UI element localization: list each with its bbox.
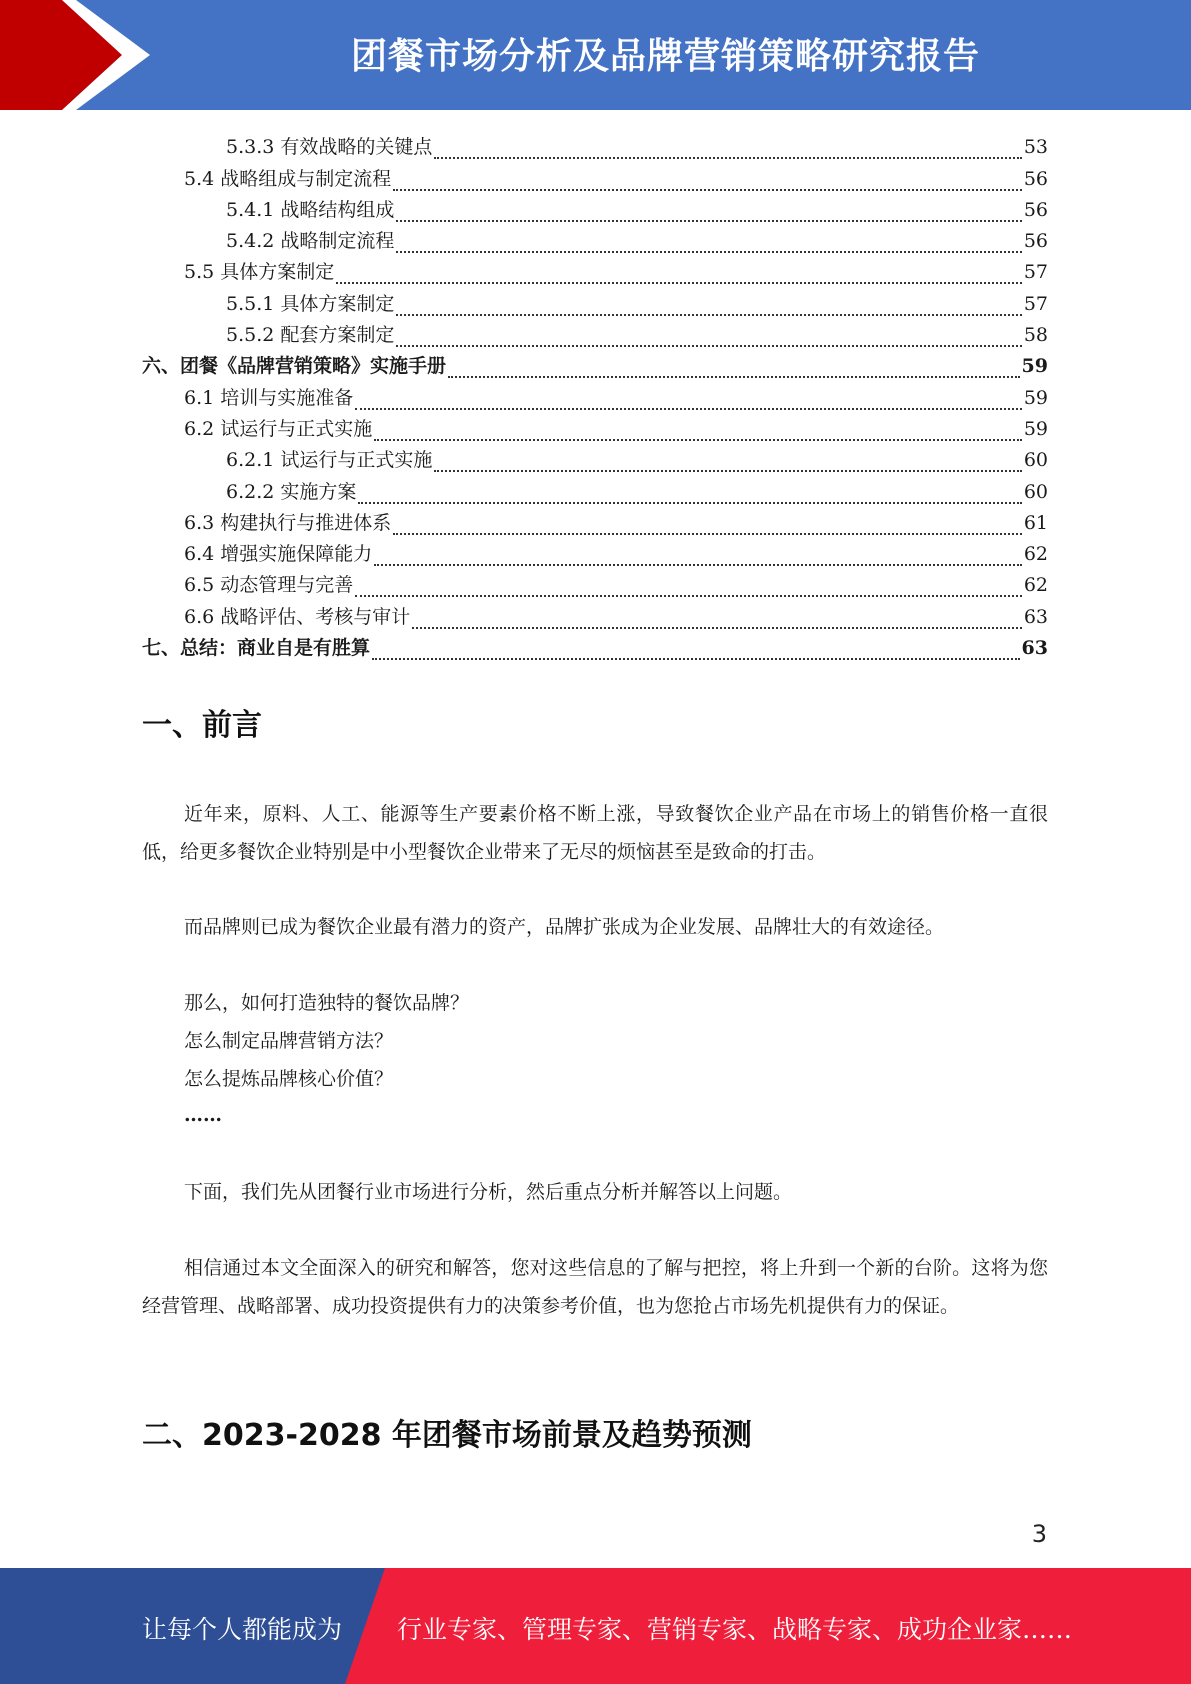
preface-paragraph-3: 下面，我们先从团餐行业市场进行分析，然后重点分析并解答以上问题。 xyxy=(184,1181,793,1203)
toc-entry-page: 59 xyxy=(1023,417,1048,440)
preface-question-3: 怎么提炼品牌核心价值？ xyxy=(184,1068,394,1090)
page-number: 3 xyxy=(1031,1520,1047,1548)
toc-entry-label: 6.4 增强实施保障能力 xyxy=(184,543,373,566)
toc-dot-leader xyxy=(393,172,1022,191)
toc-entry-label: 5.5.2 配套方案制定 xyxy=(226,324,395,347)
toc-entry[interactable] xyxy=(142,629,1048,660)
toc-entry[interactable] xyxy=(142,441,1048,472)
toc-dot-leader xyxy=(396,328,1021,347)
toc-entry-label: 6.2.2 实施方案 xyxy=(226,480,357,503)
footer-slogan-right: 行业专家、管理专家、营销专家、战略专家、成功企业家…… xyxy=(397,1615,1073,1644)
toc-entry[interactable] xyxy=(142,535,1048,566)
toc-entry-label: 六、团餐《品牌营销策略》实施手册 xyxy=(142,355,447,378)
toc-entry-label: 5.3.3 有效战略的关键点 xyxy=(226,136,433,159)
toc-entry-page: 57 xyxy=(1023,292,1048,315)
toc-entry[interactable] xyxy=(142,316,1048,347)
toc-entry-page: 63 xyxy=(1023,605,1048,628)
page-footer xyxy=(0,1568,1191,1684)
header-arrow-decoration xyxy=(0,0,200,110)
table-of-contents xyxy=(142,128,1048,660)
toc-entry-page: 56 xyxy=(1023,198,1048,221)
section-heading-forecast: 二、2023-2028 年团餐市场前景及趋势预测 xyxy=(142,1418,752,1453)
toc-entry-label: 6.2 试运行与正式实施 xyxy=(184,417,373,440)
toc-dot-leader xyxy=(434,140,1021,159)
toc-entry[interactable] xyxy=(142,347,1048,378)
preface-ellipsis: …… xyxy=(184,1104,222,1126)
toc-entry-label: 6.5 动态管理与完善 xyxy=(184,574,354,597)
toc-entry[interactable] xyxy=(142,410,1048,441)
toc-entry-label: 6.1 培训与实施准备 xyxy=(184,386,354,409)
toc-entry[interactable] xyxy=(142,472,1048,503)
toc-entry[interactable] xyxy=(142,191,1048,222)
toc-entry[interactable] xyxy=(142,253,1048,284)
toc-entry[interactable] xyxy=(142,284,1048,315)
toc-dot-leader xyxy=(393,516,1022,535)
toc-entry-page: 58 xyxy=(1023,324,1048,347)
toc-dot-leader xyxy=(358,485,1021,504)
toc-entry-label: 6.6 战略评估、考核与审计 xyxy=(184,605,411,628)
toc-dot-leader xyxy=(396,297,1021,316)
toc-dot-leader xyxy=(396,203,1021,222)
toc-entry-page: 60 xyxy=(1023,449,1048,472)
toc-dot-leader xyxy=(355,578,1022,597)
preface-paragraph-4: 相信通过本文全面深入的研究和解答，您对这些信息的了解与把控，将上升到一个新的台阶。这将为您经营管理、战略部署、成功投资提供有力的决策参考价值，也为您抢占市场先机提供有力的保证。 xyxy=(142,1257,1048,1317)
toc-entry-page: 62 xyxy=(1023,574,1048,597)
toc-entry-page: 60 xyxy=(1023,480,1048,503)
toc-entry-label: 5.4.1 战略结构组成 xyxy=(226,198,395,221)
toc-entry-label: 5.4.2 战略制定流程 xyxy=(226,230,395,253)
toc-dot-leader xyxy=(448,359,1020,378)
toc-entry-label: 6.2.1 试运行与正式实施 xyxy=(226,449,433,472)
toc-entry-page: 56 xyxy=(1023,167,1048,190)
toc-entry-page: 56 xyxy=(1023,230,1048,253)
toc-entry[interactable] xyxy=(142,159,1048,190)
toc-entry[interactable] xyxy=(142,597,1048,628)
toc-dot-leader xyxy=(336,265,1022,284)
preface-paragraph-1: 近年来，原料、人工、能源等生产要素价格不断上涨，导致餐饮企业产品在市场上的销售价格一直很低，给更多餐饮企业特别是中小型餐饮企业带来了无尽的烦恼甚至是致命的打击。 xyxy=(142,803,1048,863)
toc-entry[interactable] xyxy=(142,378,1048,409)
toc-dot-leader xyxy=(434,453,1021,472)
toc-entry-page: 57 xyxy=(1023,261,1048,284)
preface-question-1: 那么，如何打造独特的餐饮品牌？ xyxy=(184,992,470,1014)
toc-dot-leader xyxy=(412,610,1022,629)
toc-entry-page: 61 xyxy=(1023,511,1048,534)
toc-entry[interactable] xyxy=(142,128,1048,159)
toc-entry[interactable] xyxy=(142,504,1048,535)
toc-entry-page: 59 xyxy=(1021,355,1048,378)
document-title: 团餐市场分析及品牌营销策略研究报告 xyxy=(350,36,980,77)
toc-entry-label: 6.3 构建执行与推进体系 xyxy=(184,511,392,534)
toc-dot-leader xyxy=(374,547,1022,566)
toc-entry[interactable] xyxy=(142,566,1048,597)
toc-dot-leader xyxy=(396,234,1021,253)
section-heading-preface: 一、前言 xyxy=(142,708,262,743)
toc-dot-leader xyxy=(372,641,1020,660)
toc-entry-label: 七、总结：商业自是有胜算 xyxy=(142,637,371,660)
preface-paragraph-2: 而品牌则已成为餐饮企业最有潜力的资产，品牌扩张成为企业发展、品牌壮大的有效途径。 xyxy=(184,916,945,938)
toc-entry-page: 53 xyxy=(1023,136,1048,159)
toc-entry-page: 63 xyxy=(1021,637,1048,660)
toc-entry-label: 5.4 战略组成与制定流程 xyxy=(184,167,392,190)
toc-entry-label: 5.5 具体方案制定 xyxy=(184,261,335,284)
toc-entry-page: 59 xyxy=(1023,386,1048,409)
page-header xyxy=(0,0,1191,110)
toc-entry-page: 62 xyxy=(1023,543,1048,566)
footer-slogan-left: 让每个人都能成为 xyxy=(142,1615,343,1644)
toc-entry-label: 5.5.1 具体方案制定 xyxy=(226,292,395,315)
preface-question-2: 怎么制定品牌营销方法？ xyxy=(184,1030,394,1052)
toc-entry[interactable] xyxy=(142,222,1048,253)
toc-dot-leader xyxy=(374,422,1022,441)
toc-dot-leader xyxy=(355,391,1022,410)
